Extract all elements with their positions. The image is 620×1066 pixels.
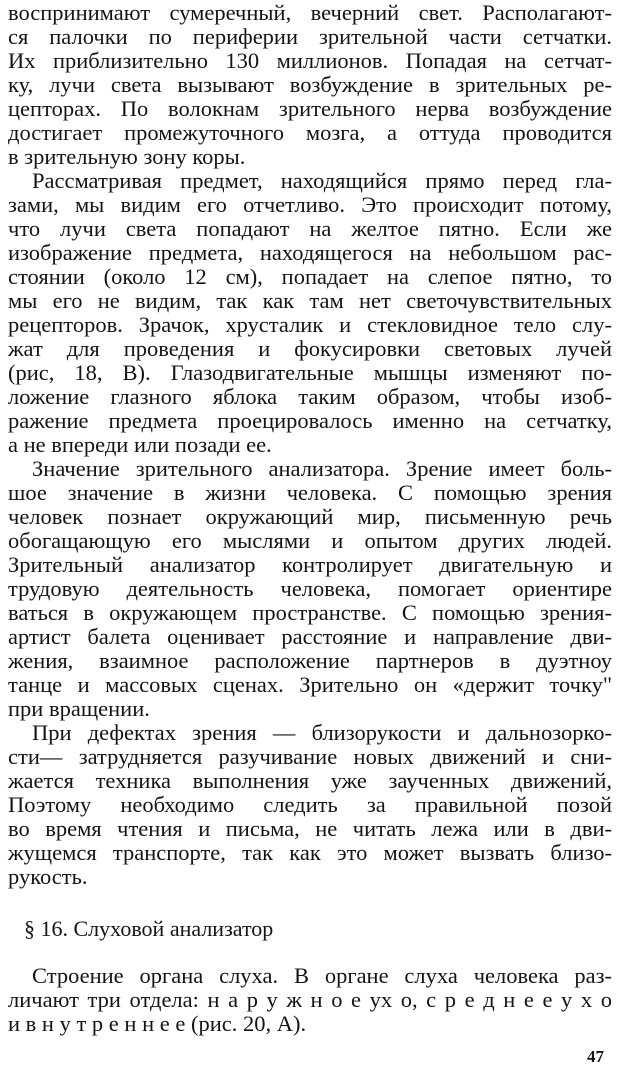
paragraph-1-line-1: воспринимают сумеречный, вечерний свет. Располагают- — [8, 0, 612, 25]
paragraph-4-line-7: рукость. — [8, 864, 88, 889]
paragraph-3-line-11: при вращении. — [8, 696, 150, 721]
paragraph-3-line-8: артист балета оценивает расстояние и направление дви- — [8, 624, 612, 649]
paragraph-2-line-12: а не впереди или позади ее. — [8, 432, 272, 457]
paragraph-3-line-6: трудовую деятельность человека, помогает ориентире — [8, 576, 612, 601]
paragraph-3-line-9: жения, взаимное расположение партнеров в дуэтноу — [8, 648, 612, 673]
paragraph-1-line-4: ку, лучи света вызывают возбуждение в зрительных ре- — [8, 72, 612, 97]
paragraph-3-line-7: ваться в окружающем пространстве. С помощью зрения- — [8, 600, 612, 625]
paragraph-1-line-5: цепторах. По волокнам зрительного нерва возбуждение — [8, 96, 612, 121]
paragraph-4-line-6: жущемся транспорте, так как это может вызвать близо- — [8, 840, 612, 865]
paragraph-1-line-6: достигает промежуточного мозга, а оттуда проводится — [8, 120, 612, 145]
paragraph-4-line-2: сти— затрудняется разучивание новых движений и сни- — [8, 744, 612, 769]
section-paragraph-line-1: Строение органа слуха. В органе слуха человека раз- — [32, 963, 612, 988]
paragraph-1-line-2: ся палочки по периферии зрительной части сетчатки. — [8, 24, 612, 49]
paragraph-4-line-3: жается техника выполнения уже заученных движений, — [8, 768, 612, 793]
paragraph-2-line-1: Рассматривая предмет, находящийся прямо перед гла- — [32, 168, 612, 193]
paragraph-3-line-5: Зрительный анализатор контролирует двигательную и — [8, 552, 612, 577]
book-page — [8, 0, 612, 1066]
paragraph-4-line-1: При дефектах зрения — близорукости и дальнозорко- — [32, 720, 612, 745]
paragraph-3-line-3: человек познает окружающий мир, письменную речь — [8, 504, 612, 529]
section-paragraph-line-3: и в н у т р е н н е е (рис. 20, А). — [8, 1011, 307, 1036]
paragraph-2-line-3: что лучи света попадают на желтое пятно. Если же — [8, 216, 612, 241]
paragraph-2-line-7: рецепторов. Зрачок, хрусталик и стекловидное тело слу- — [8, 312, 612, 337]
paragraph-2-line-8: жат для проведения и фокусировки световых лучей — [8, 336, 612, 361]
paragraph-1-line-3: Их приблизительно 130 миллионов. Попадая на сетчат- — [8, 48, 612, 73]
page-number: 47 — [587, 1047, 604, 1066]
paragraph-1-line-7: в зрительную зону коры. — [8, 144, 246, 169]
paragraph-2-line-2: зами, мы видим его отчетливо. Это происходит потому, — [8, 192, 612, 217]
paragraph-3-line-4: обогащающую его мыслями и опытом других людей. — [8, 528, 612, 553]
paragraph-2-line-10: ложение глазного яблока таким образом, чтобы изоб- — [8, 384, 612, 409]
section-heading: § 16. Слуховой анализатор — [24, 916, 274, 941]
paragraph-3-line-2: шое значение в жизни человека. С помощью зрения — [8, 480, 612, 505]
paragraph-3-line-10: танце и массовых сценах. Зрительно он «держит точку" — [8, 672, 612, 697]
paragraph-4-line-5: во время чтения и письма, не читать лежа или в дви- — [8, 816, 612, 841]
paragraph-2-line-5: стоянии (около 12 см), попадает на слепое пятно, то — [8, 264, 612, 289]
section-paragraph-line-2: личают три отдела: н а р у ж н о е ух о, с р е д н е е у х о — [8, 987, 612, 1012]
paragraph-2-line-9: (рис, 18, В). Глазодвигательные мышцы изменяют по- — [8, 360, 612, 385]
paragraph-2-line-11: ражение предмета проецировалось именно на сетчатку, — [8, 408, 612, 433]
paragraph-2-line-4: изображение предмета, находящегося на небольшом рас- — [8, 240, 612, 265]
paragraph-4-line-4: Поэтому необходимо следить за правильной позой — [8, 792, 612, 817]
paragraph-3-line-1: Значение зрительного анализатора. Зрение имеет боль- — [32, 456, 612, 481]
paragraph-2-line-6: мы его не видим, так как там нет светочувствительных — [8, 288, 612, 313]
